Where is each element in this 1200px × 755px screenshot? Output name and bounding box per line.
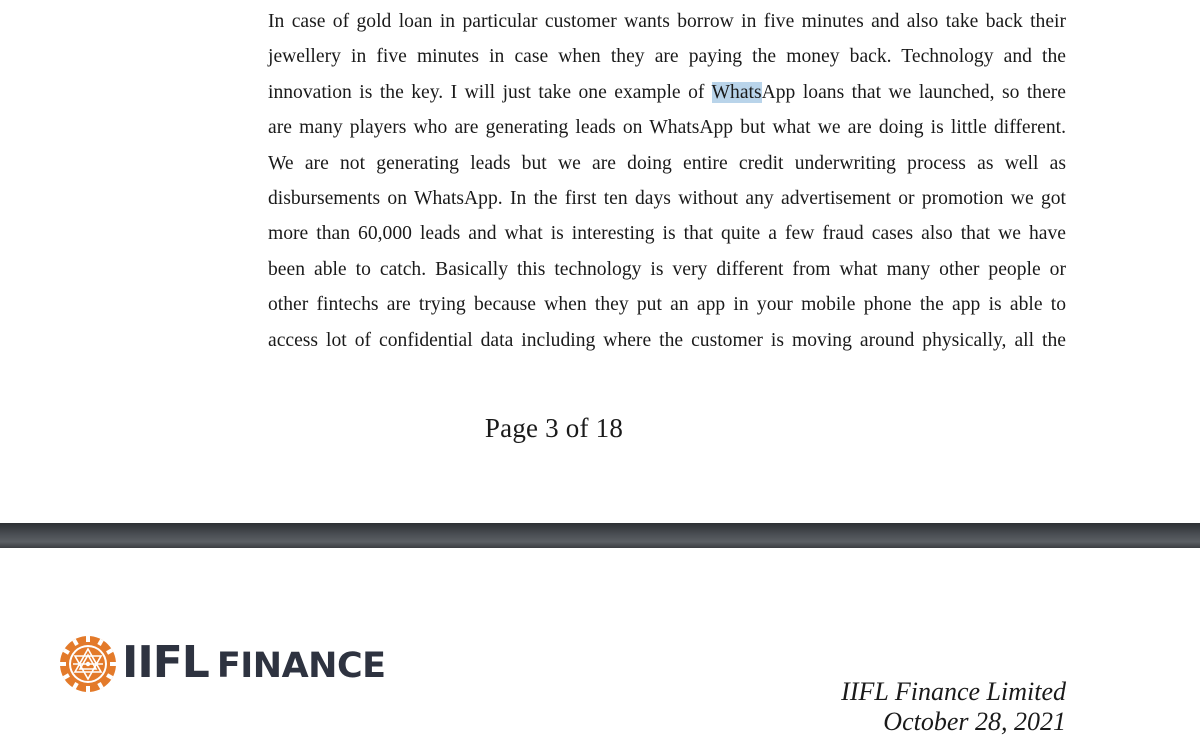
- selected-text-highlight[interactable]: Whats: [711, 81, 762, 103]
- text-line-1: In case of gold loan in particular customer wants borrow in five minutes and also take back their: [268, 11, 1066, 32]
- logo-finance-text: FINANCE: [216, 645, 386, 686]
- page-number-text: Page 3 of 18: [484, 413, 624, 443]
- company-info: [841, 677, 1066, 737]
- transcript-paragraph: [268, 4, 1066, 358]
- iifl-finance-logo: [58, 634, 386, 694]
- logo-wordmark: [122, 633, 386, 696]
- text-line-8: been able to catch. Basically this technology is very different from what many other people or: [268, 258, 1066, 280]
- document-date: October 28, 2021: [883, 707, 1066, 736]
- text-line-7: more than 60,000 leads and what is interesting is that quite a few fraud cases also that we have: [268, 223, 1066, 245]
- text-line-6: disbursements on WhatsApp. In the first ten days without any advertisement or promotion we got: [268, 187, 1066, 209]
- logo-brand-text: IIFL: [122, 636, 209, 688]
- text-line-2: jewellery in five minutes in case when they are paying the money back. Technology and the: [268, 46, 1066, 68]
- page-number: [0, 410, 1200, 446]
- page-separator: [0, 523, 1200, 548]
- text-line-3: innovation is the key. I will just take one example of WhatsApp loans that we launched, so there: [268, 81, 1066, 103]
- text-line-10: access lot of confidential data including where the customer is moving around physically, all the: [268, 329, 1066, 351]
- text-line-9: other fintechs are trying because when they put an app in your mobile phone the app is able to: [268, 294, 1066, 316]
- company-name: IIFL Finance Limited: [841, 677, 1066, 706]
- text-line-5: We are not generating leads but we are doing entire credit underwriting process as well as: [268, 152, 1066, 174]
- iifl-emblem-icon: [58, 634, 118, 694]
- text-line-4: are many players who are generating leads on WhatsApp but what we are doing is little different.: [268, 117, 1066, 139]
